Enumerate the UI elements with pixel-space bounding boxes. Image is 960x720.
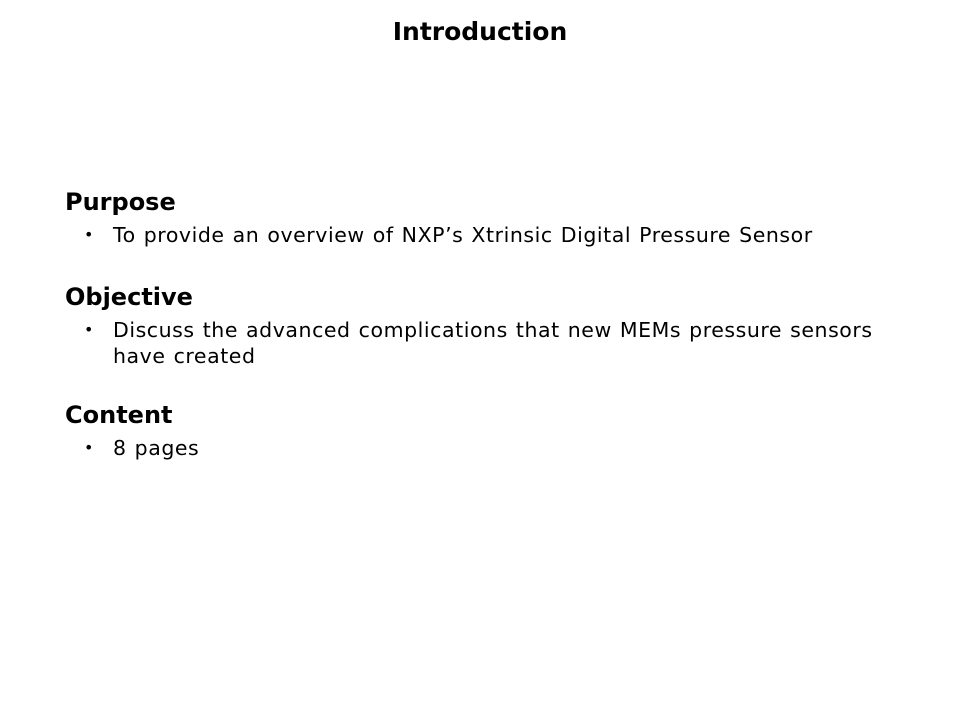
slide-title: Introduction xyxy=(392,17,568,46)
bullet-icon: • xyxy=(84,438,94,457)
bullet-text: To provide an overview of NXP’s Xtrinsic Digital Pressure Sensor xyxy=(113,223,813,247)
bullet-item xyxy=(65,317,895,369)
bullet-item xyxy=(65,435,895,461)
section-purpose xyxy=(65,186,895,248)
bullet-text: 8 pages xyxy=(113,436,200,460)
section-objective xyxy=(65,281,895,369)
bullet-list-content xyxy=(65,435,895,461)
bullet-text: Discuss the advanced complications that new MEMs pressure sensors have created xyxy=(113,318,873,368)
section-heading-objective: Objective xyxy=(65,283,193,311)
bullet-list-objective xyxy=(65,317,895,369)
section-heading-content: Content xyxy=(65,401,173,429)
bullet-icon: • xyxy=(84,225,94,244)
bullet-item xyxy=(65,222,895,248)
section-heading-purpose: Purpose xyxy=(65,188,176,216)
section-content xyxy=(65,399,895,461)
bullet-list-purpose xyxy=(65,222,895,248)
bullet-icon: • xyxy=(84,320,94,339)
